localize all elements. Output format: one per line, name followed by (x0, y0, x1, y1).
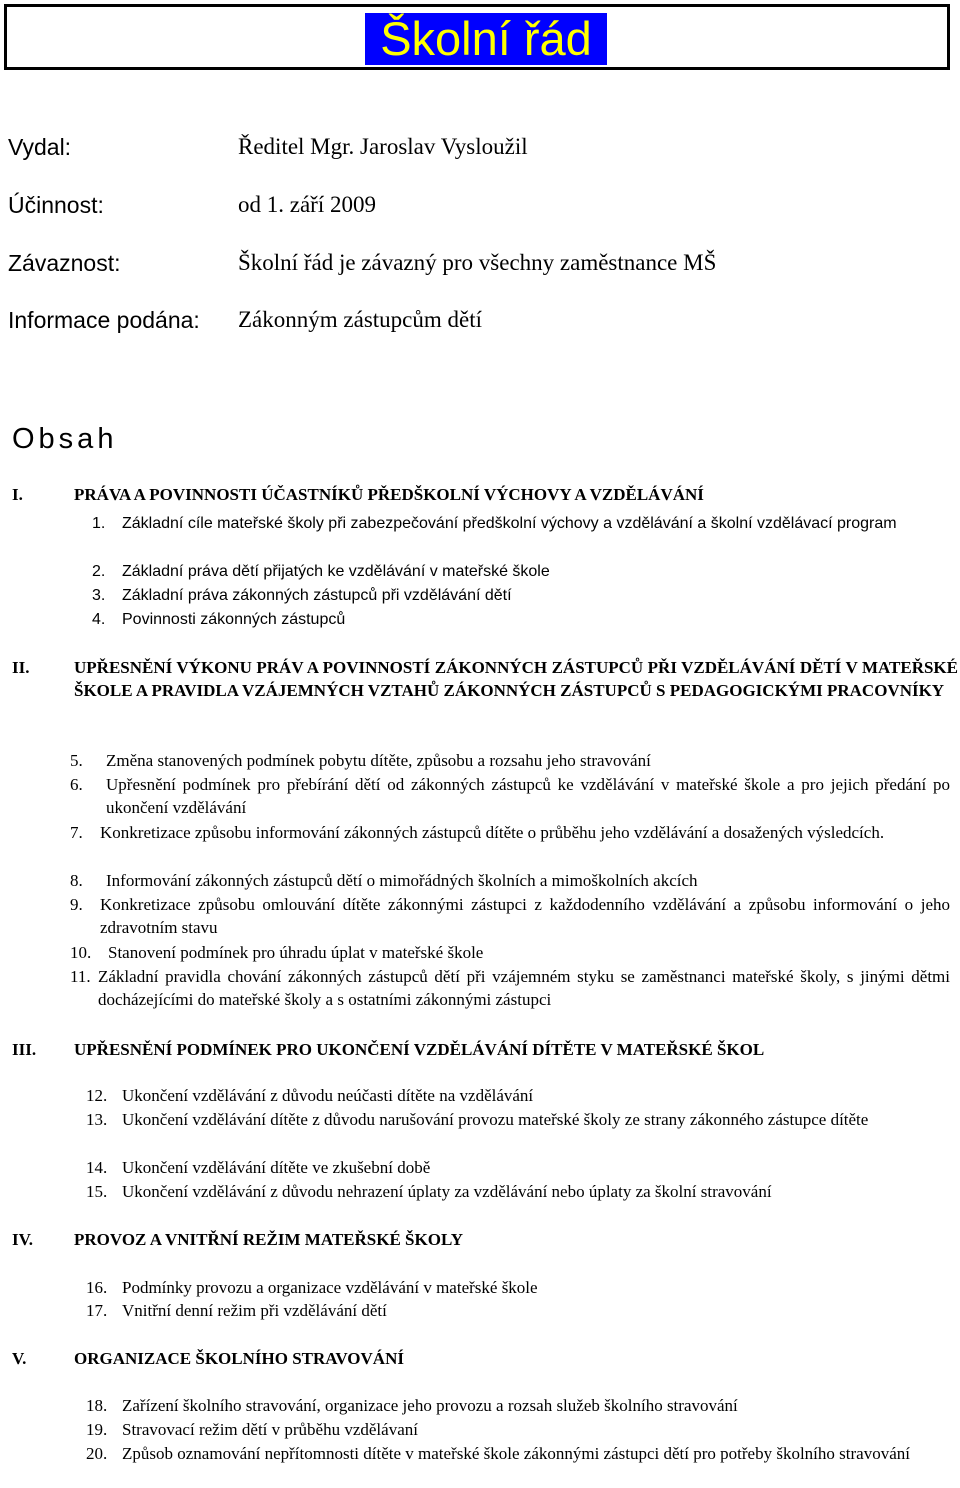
item-number: 10. (70, 943, 92, 962)
item-text: Základní práva zákonných zástupců při vzdělávání dětí (122, 587, 512, 604)
item-text: Stanovení podmínek pro úhradu úplat v mateřské škole (108, 943, 484, 962)
item-number: 2. (92, 563, 106, 580)
title-box (4, 4, 950, 70)
section-title: PRÁVA A POVINNOSTI ÚČASTNÍKŮ PŘEDŠKOLNÍ VÝCHOVY A VZDĚLÁVÁNÍ (74, 485, 704, 504)
item-text: Ukončení vzdělávání z důvodu nehrazení úplaty za vzdělávání nebo úplaty za školní stravování (122, 1182, 772, 1201)
item-number: 13. (86, 1110, 108, 1129)
item-text: Ukončení vzdělávání z důvodu neúčasti dítěte na vzdělávání (122, 1086, 534, 1105)
item-text: Stravovací režim dětí v průběhu vzdělávaní (122, 1420, 418, 1439)
item-number: 17. (86, 1301, 108, 1320)
item-number: 11. (70, 967, 91, 986)
meta-label: Informace podána: (8, 307, 200, 333)
meta-value: od 1. září 2009 (238, 192, 376, 217)
item-text: Upřesnění podmínek pro přebírání dětí od zákonných zástupců ke vzdělávání v mateřské škole a pro jejich předání po ukončení vzdělávání (106, 775, 950, 817)
meta-value: Školní řád je závazný pro všechny zaměstnance MŠ (238, 250, 717, 275)
item-number: 4. (92, 611, 106, 628)
item-number: 1. (92, 515, 106, 532)
item-number: 9. (70, 895, 83, 914)
item-text: Zařízení školního stravování, organizace jeho provozu a rozsah služeb školního stravování (122, 1396, 738, 1415)
item-number: 20. (86, 1444, 108, 1463)
section-title: ORGANIZACE ŠKOLNÍHO STRAVOVÁNÍ (74, 1349, 404, 1368)
meta-value: Zákonným zástupcům dětí (238, 307, 482, 332)
section-number: III. (12, 1040, 37, 1059)
item-text: Konkretizace způsobu omlouvání dítěte zákonnými zástupci z každodenního vzdělávání a způsobu informování o jeho zdravotním stavu (100, 895, 950, 937)
item-number: 6. (70, 775, 83, 794)
section-number: V. (12, 1349, 27, 1368)
item-text: Základní práva dětí přijatých ke vzdělávání v mateřské škole (122, 563, 550, 580)
section-number: I. (12, 485, 23, 504)
meta-label: Závaznost: (8, 250, 121, 276)
item-number: 5. (70, 751, 83, 770)
item-text: Konkretizace způsobu informování zákonných zástupců dítěte o průběhu jeho vzdělávání a dosažených výsledcích. (100, 823, 885, 842)
section-heading (12, 656, 960, 726)
document-title: Školní řád (365, 13, 607, 65)
item-text: Informování zákonných zástupců dětí o mimořádných školních a mimoškolních akcích (106, 871, 698, 890)
meta-label: Účinnost: (8, 192, 104, 218)
item-text: Povinnosti zákonných zástupců (122, 611, 346, 628)
meta-value: Ředitel Mgr. Jaroslav Vysloužil (238, 134, 528, 159)
item-text: Ukončení vzdělávání dítěte z důvodu narušování provozu mateřské školy ze strany zákonného zástupce dítěte (122, 1110, 869, 1129)
item-number: 3. (92, 587, 106, 604)
item-text: Způsob oznamování nepřítomnosti dítěte v mateřské škole zákonnými zástupci dětí pro potřeby školního stravování (122, 1444, 910, 1463)
item-number: 7. (70, 823, 83, 842)
contents-heading: Obsah (12, 423, 118, 455)
section-title: UPŘESNĚNÍ VÝKONU PRÁV A POVINNOSTÍ ZÁKONNÝCH ZÁSTUPCŮ PŘI VZDĚLÁVÁNÍ DĚTÍ V MATEŘSKÉ ŠKOLE A PRAVIDLA VZÁJEMNÝCH VZTAHŮ ZÁKONNÝCH ZÁSTUPCŮ S PEDAGOGICKÝMI PRACOVNÍKY (74, 658, 958, 700)
item-number: 8. (70, 871, 83, 890)
item-text: Podmínky provozu a organizace vzdělávání v mateřské škole (122, 1278, 538, 1297)
section-number: IV. (12, 1230, 33, 1249)
section-number: II. (12, 658, 30, 677)
item-number: 19. (86, 1420, 108, 1439)
item-text: Změna stanovených podmínek pobytu dítěte, způsobu a rozsahu jeho stravování (106, 751, 651, 770)
section-title: UPŘESNĚNÍ PODMÍNEK PRO UKONČENÍ VZDĚLÁVÁNÍ DÍTĚTE V MATEŘSKÉ ŠKOL (74, 1040, 765, 1059)
item-number: 15. (86, 1182, 108, 1201)
meta-label: Vydal: (8, 134, 72, 160)
section-title: PROVOZ A VNITŘNÍ REŽIM MATEŘSKÉ ŠKOLY (74, 1230, 464, 1249)
item-text: Vnitřní denní režim při vzdělávání dětí (122, 1301, 387, 1320)
item-number: 14. (86, 1158, 108, 1177)
item-number: 16. (86, 1278, 108, 1297)
item-text: Ukončení vzdělávání dítěte ve zkušební době (122, 1158, 431, 1177)
item-number: 12. (86, 1086, 108, 1105)
item-number: 18. (86, 1396, 108, 1415)
item-text: Základní cíle mateřské školy při zabezpečování předškolní výchovy a vzdělávání a školní vzdělávací program (122, 515, 897, 532)
item-text: Základní pravidla chování zákonných zástupců dětí při vzájemném styku se zaměstnanci mateřské školy, s jinými dětmi docházejícími do mateřské školy a s ostatními zákonnými zástupci (98, 967, 950, 1009)
